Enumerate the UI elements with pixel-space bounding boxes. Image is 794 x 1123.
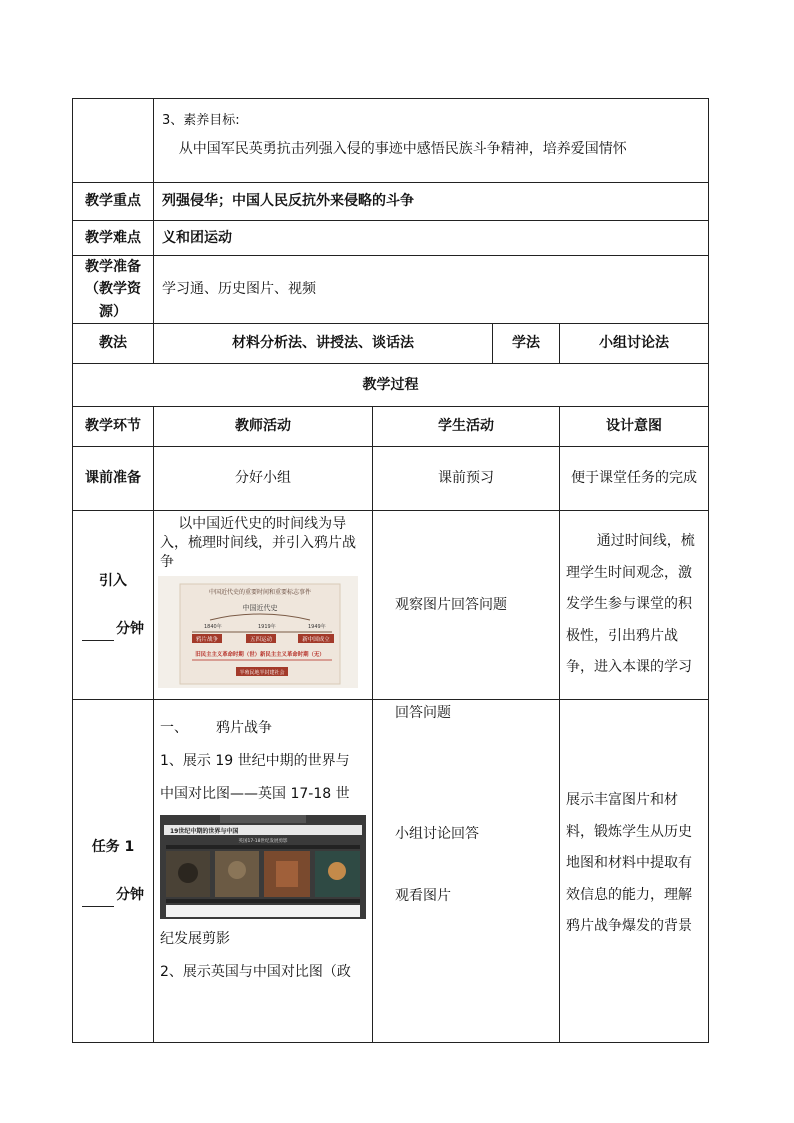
task1-line4: 2、展示英国与中国对比图（政 xyxy=(160,963,351,980)
pre-class-teacher: 分好小组 xyxy=(154,447,373,511)
difficulties-row xyxy=(73,221,709,256)
timeline-bottom: 半殖民地半封建社会 xyxy=(239,669,285,676)
difficulties-label: 教学难点 xyxy=(73,221,154,256)
task1-stage-cell xyxy=(73,700,154,1043)
header-stage: 教学环节 xyxy=(73,407,154,447)
pre-class-row xyxy=(73,447,709,511)
teach-method-value: 材料分析法、讲授法、谈话法 xyxy=(154,324,493,364)
film-sprockets-top xyxy=(166,845,360,849)
film-caption-strip xyxy=(166,905,360,917)
intro-stage-cell xyxy=(73,511,154,700)
intro-teacher-cell xyxy=(154,511,373,700)
goal-item3-label: 3、素养目标: xyxy=(162,113,240,128)
task1-minutes-suffix: 分钟 xyxy=(116,887,144,904)
timeline-periods: 旧民主主义革命时期（世）新民主主义革命时期（无） xyxy=(195,651,325,658)
pre-class-intent: 便于课堂任务的完成 xyxy=(560,447,709,511)
task1-intent-text: 展示丰富图片和材料，锻炼学生从历史地图和材料中提取有效信息的能力，理解鸦片战争爆发的背景 xyxy=(566,792,692,935)
timeline-event-3: 新中国成立 xyxy=(302,636,330,643)
preparation-label xyxy=(73,256,154,324)
task1-intent xyxy=(560,700,709,1043)
film-strip-image xyxy=(160,815,366,919)
task1-stage-label: 任务 1 xyxy=(91,838,135,855)
film-subtitle: 英国17-18世纪发展剪影 xyxy=(238,838,288,844)
intro-stage-label: 引入 xyxy=(99,572,127,589)
task1-row xyxy=(73,700,709,1043)
task1-heading-text: 鸦片战争 xyxy=(216,720,272,737)
intro-minutes-suffix: 分钟 xyxy=(116,621,144,638)
goals-cell xyxy=(154,99,709,183)
methods-row xyxy=(73,324,709,364)
timeline-center: 中国近代史 xyxy=(242,603,278,612)
intro-teacher-text: 以中国近代史的时间线为导入，梳理时间线，并引入鸦片战争 xyxy=(160,516,356,570)
task1-teacher-cell xyxy=(154,700,373,1043)
timeline-image xyxy=(158,576,358,688)
process-title-row xyxy=(73,364,709,407)
key-points-label: 教学重点 xyxy=(73,183,154,221)
task1-minutes-blank xyxy=(82,892,114,907)
film-frame-3-figure xyxy=(276,861,298,887)
teach-method-label: 教法 xyxy=(73,324,154,364)
goals-row xyxy=(73,99,709,183)
film-frame-4-figure xyxy=(328,862,346,880)
preparation-row xyxy=(73,256,709,324)
key-points-value: 列强侵华；中国人民反抗外来侵略的斗争 xyxy=(154,183,709,221)
header-teacher: 教师活动 xyxy=(154,407,373,447)
lesson-plan-page xyxy=(72,98,708,1043)
pre-class-student: 课前预习 xyxy=(373,447,560,511)
timeline-year-1: 1840年 xyxy=(204,623,222,630)
task1-heading-num: 一、 xyxy=(160,720,188,737)
goals-label-cell xyxy=(73,99,154,183)
process-header-row xyxy=(73,407,709,447)
intro-minutes xyxy=(73,618,153,640)
task1-student-cell xyxy=(373,700,560,1043)
task1-student-2: 小组讨论回答 xyxy=(395,825,479,842)
intro-intent: 通过时间线，梳理学生时间观念，激发学生参与课堂的积极性，引出鸦片战争，进入本课的学习 xyxy=(560,511,709,700)
intro-row xyxy=(73,511,709,700)
pre-class-stage: 课前准备 xyxy=(73,447,154,511)
header-student: 学生活动 xyxy=(373,407,560,447)
timeline-heading: 中国近代史的重要时间和重要标志事件 xyxy=(208,588,312,596)
key-points-row xyxy=(73,183,709,221)
film-sprockets-bottom xyxy=(166,899,360,903)
difficulties-value: 义和团运动 xyxy=(154,221,709,256)
process-title: 教学过程 xyxy=(73,364,709,407)
preparation-value: 学习通、历史图片、视频 xyxy=(154,256,709,324)
task1-minutes xyxy=(73,884,153,906)
film-title: 19世纪中期的世界与中国 xyxy=(170,827,239,835)
lesson-plan-table xyxy=(72,98,709,1043)
preparation-label-line2: （教学资 xyxy=(85,281,141,298)
preparation-label-line1: 教学准备 xyxy=(85,259,141,275)
timeline-year-3: 1949年 xyxy=(308,623,326,630)
film-top-tab xyxy=(220,815,306,823)
film-frame-1-figure xyxy=(178,863,198,883)
film-frame-2-figure xyxy=(228,861,246,879)
preparation-label-line3: 源） xyxy=(99,303,127,320)
timeline-event-2: 五四运动 xyxy=(249,636,273,643)
goal-item3-text: 从中国军民英勇抗击列强入侵的事迹中感悟民族斗争精神，培养爱国情怀 xyxy=(178,140,627,157)
task1-line1: 1、展示 19 世纪中期的世界与 xyxy=(160,753,350,770)
learn-method-label: 学法 xyxy=(493,324,560,364)
intro-student: 观察图片回答问题 xyxy=(373,511,560,700)
task1-heading xyxy=(160,712,368,745)
task1-student-3: 观看图片 xyxy=(395,887,451,904)
task1-line2: 中国对比图——英国 17-18 世 xyxy=(160,785,350,802)
timeline-event-1: 鸦片战争 xyxy=(195,636,219,643)
header-intent: 设计意图 xyxy=(560,407,709,447)
timeline-year-2: 1919年 xyxy=(258,623,276,630)
learn-method-value: 小组讨论法 xyxy=(560,324,709,364)
task1-student-1: 回答问题 xyxy=(395,705,451,722)
task1-line3: 纪发展剪影 xyxy=(160,930,230,947)
intro-minutes-blank xyxy=(82,626,114,641)
